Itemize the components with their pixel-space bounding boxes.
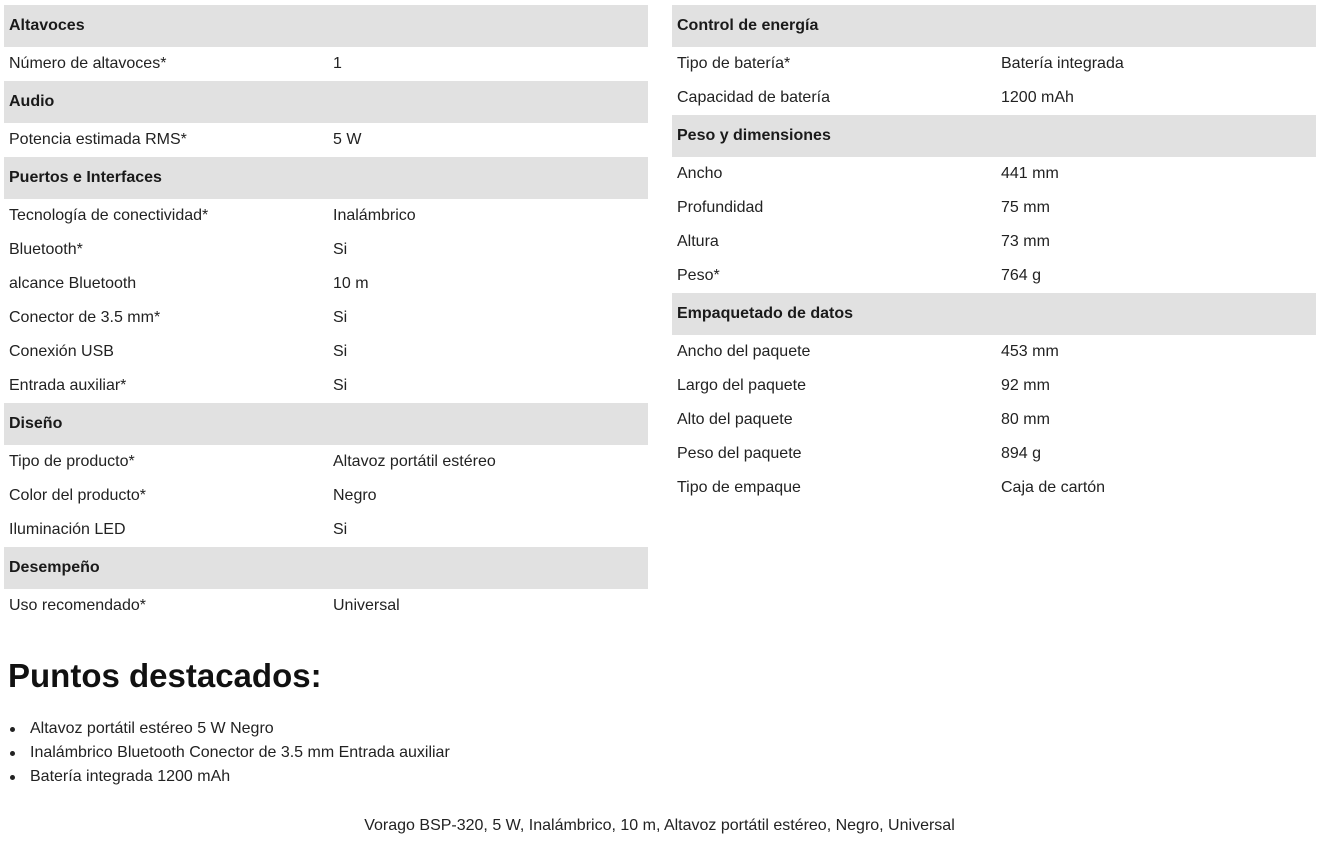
spec-label: Ancho: [677, 165, 723, 182]
section-header: Altavoces: [4, 5, 648, 47]
spec-label: Color del producto*: [9, 487, 146, 504]
highlight-item: [8, 717, 450, 741]
bullet-icon: [10, 751, 15, 756]
spec-row: [4, 47, 648, 81]
spec-value: Inalámbrico: [333, 207, 416, 224]
section-header: Control de energía: [672, 5, 1316, 47]
spec-label: Conexión USB: [9, 343, 114, 360]
spec-label: Peso*: [677, 267, 720, 284]
spec-value: Si: [333, 377, 348, 394]
spec-value: Si: [333, 241, 348, 258]
spec-label: Tipo de producto*: [9, 453, 135, 470]
spec-row: [672, 47, 1316, 81]
spec-row: [4, 123, 648, 157]
spec-value: 1: [333, 55, 342, 72]
spec-value: 73 mm: [1001, 233, 1050, 250]
spec-row: [672, 335, 1316, 369]
spec-value: Altavoz portátil estéreo: [333, 453, 496, 470]
spec-value: 894 g: [1001, 445, 1042, 462]
spec-row: [4, 233, 648, 267]
spec-label: Alto del paquete: [677, 411, 793, 428]
highlight-item: [8, 765, 450, 789]
spec-value: Si: [333, 343, 348, 360]
spec-label: Conector de 3.5 mm*: [9, 309, 161, 326]
bullet-icon: [10, 727, 15, 732]
spec-value: 80 mm: [1001, 411, 1050, 428]
specs-table: [4, 5, 1316, 625]
spec-value: Negro: [333, 487, 377, 504]
spec-label: Altura: [677, 233, 719, 250]
spec-row: [4, 445, 648, 479]
product-summary: Vorago BSP-320, 5 W, Inalámbrico, 10 m, Altavoz portátil estéreo, Negro, Universal: [364, 817, 955, 834]
section-header: Audio: [4, 81, 648, 123]
spec-value: 1200 mAh: [1001, 89, 1074, 106]
spec-value: Batería integrada: [1001, 55, 1124, 72]
spec-row: [672, 157, 1316, 191]
spec-row: [672, 437, 1316, 471]
spec-label: alcance Bluetooth: [9, 275, 137, 292]
spec-label: Bluetooth*: [9, 241, 83, 258]
spec-label: Potencia estimada RMS*: [9, 131, 187, 148]
spec-row: [672, 369, 1316, 403]
spec-label: Peso del paquete: [677, 445, 802, 462]
spec-row: [672, 81, 1316, 115]
spec-row: [4, 267, 648, 301]
section-header: Desempeño: [4, 547, 648, 589]
spec-row: [4, 369, 648, 403]
section-header: Diseño: [4, 403, 648, 445]
spec-label: Iluminación LED: [9, 521, 126, 538]
spec-value: Si: [333, 521, 348, 538]
section-header: Empaquetado de datos: [672, 293, 1316, 335]
section-header: Puertos e Interfaces: [4, 157, 648, 199]
highlight-item: [8, 741, 450, 765]
spec-row: [672, 191, 1316, 225]
highlight-text: Altavoz portátil estéreo 5 W Negro: [30, 720, 274, 737]
spec-value: 441 mm: [1001, 165, 1059, 182]
highlights-list: [8, 717, 450, 789]
highlights-title: Puntos destacados:: [8, 657, 322, 694]
spec-label: Número de altavoces*: [9, 55, 167, 72]
spec-value: Universal: [333, 597, 400, 614]
spec-row: [672, 259, 1316, 293]
spec-value: 92 mm: [1001, 377, 1050, 394]
spec-value: 75 mm: [1001, 199, 1050, 216]
spec-row: [4, 301, 648, 335]
spec-row: [4, 479, 648, 513]
spec-row: [4, 589, 648, 623]
spec-label: Entrada auxiliar*: [9, 377, 127, 394]
spec-label: Tecnología de conectividad*: [9, 207, 209, 224]
section-header: Peso y dimensiones: [672, 115, 1316, 157]
spec-value: 764 g: [1001, 267, 1042, 284]
bullet-icon: [10, 775, 15, 780]
specs-column-left: [4, 5, 648, 623]
highlight-text: Batería integrada 1200 mAh: [30, 768, 231, 785]
spec-value: 10 m: [333, 275, 369, 292]
spec-label: Tipo de empaque: [677, 479, 801, 496]
spec-label: Tipo de batería*: [677, 55, 791, 72]
spec-value: Si: [333, 309, 348, 326]
spec-row: [672, 471, 1316, 505]
spec-value: 453 mm: [1001, 343, 1059, 360]
spec-row: [4, 513, 648, 547]
spec-label: Ancho del paquete: [677, 343, 811, 360]
specs-column-right: [672, 5, 1316, 505]
spec-value: Caja de cartón: [1001, 479, 1106, 496]
spec-row: [672, 403, 1316, 437]
spec-value: 5 W: [333, 131, 362, 148]
spec-row: [4, 199, 648, 233]
spec-label: Uso recomendado*: [9, 597, 146, 614]
spec-row: [4, 335, 648, 369]
spec-label: Largo del paquete: [677, 377, 806, 394]
highlight-text: Inalámbrico Bluetooth Conector de 3.5 mm Entrada auxiliar: [30, 744, 450, 761]
spec-label: Capacidad de batería: [677, 89, 830, 106]
spec-label: Profundidad: [677, 199, 764, 216]
spec-row: [672, 225, 1316, 259]
